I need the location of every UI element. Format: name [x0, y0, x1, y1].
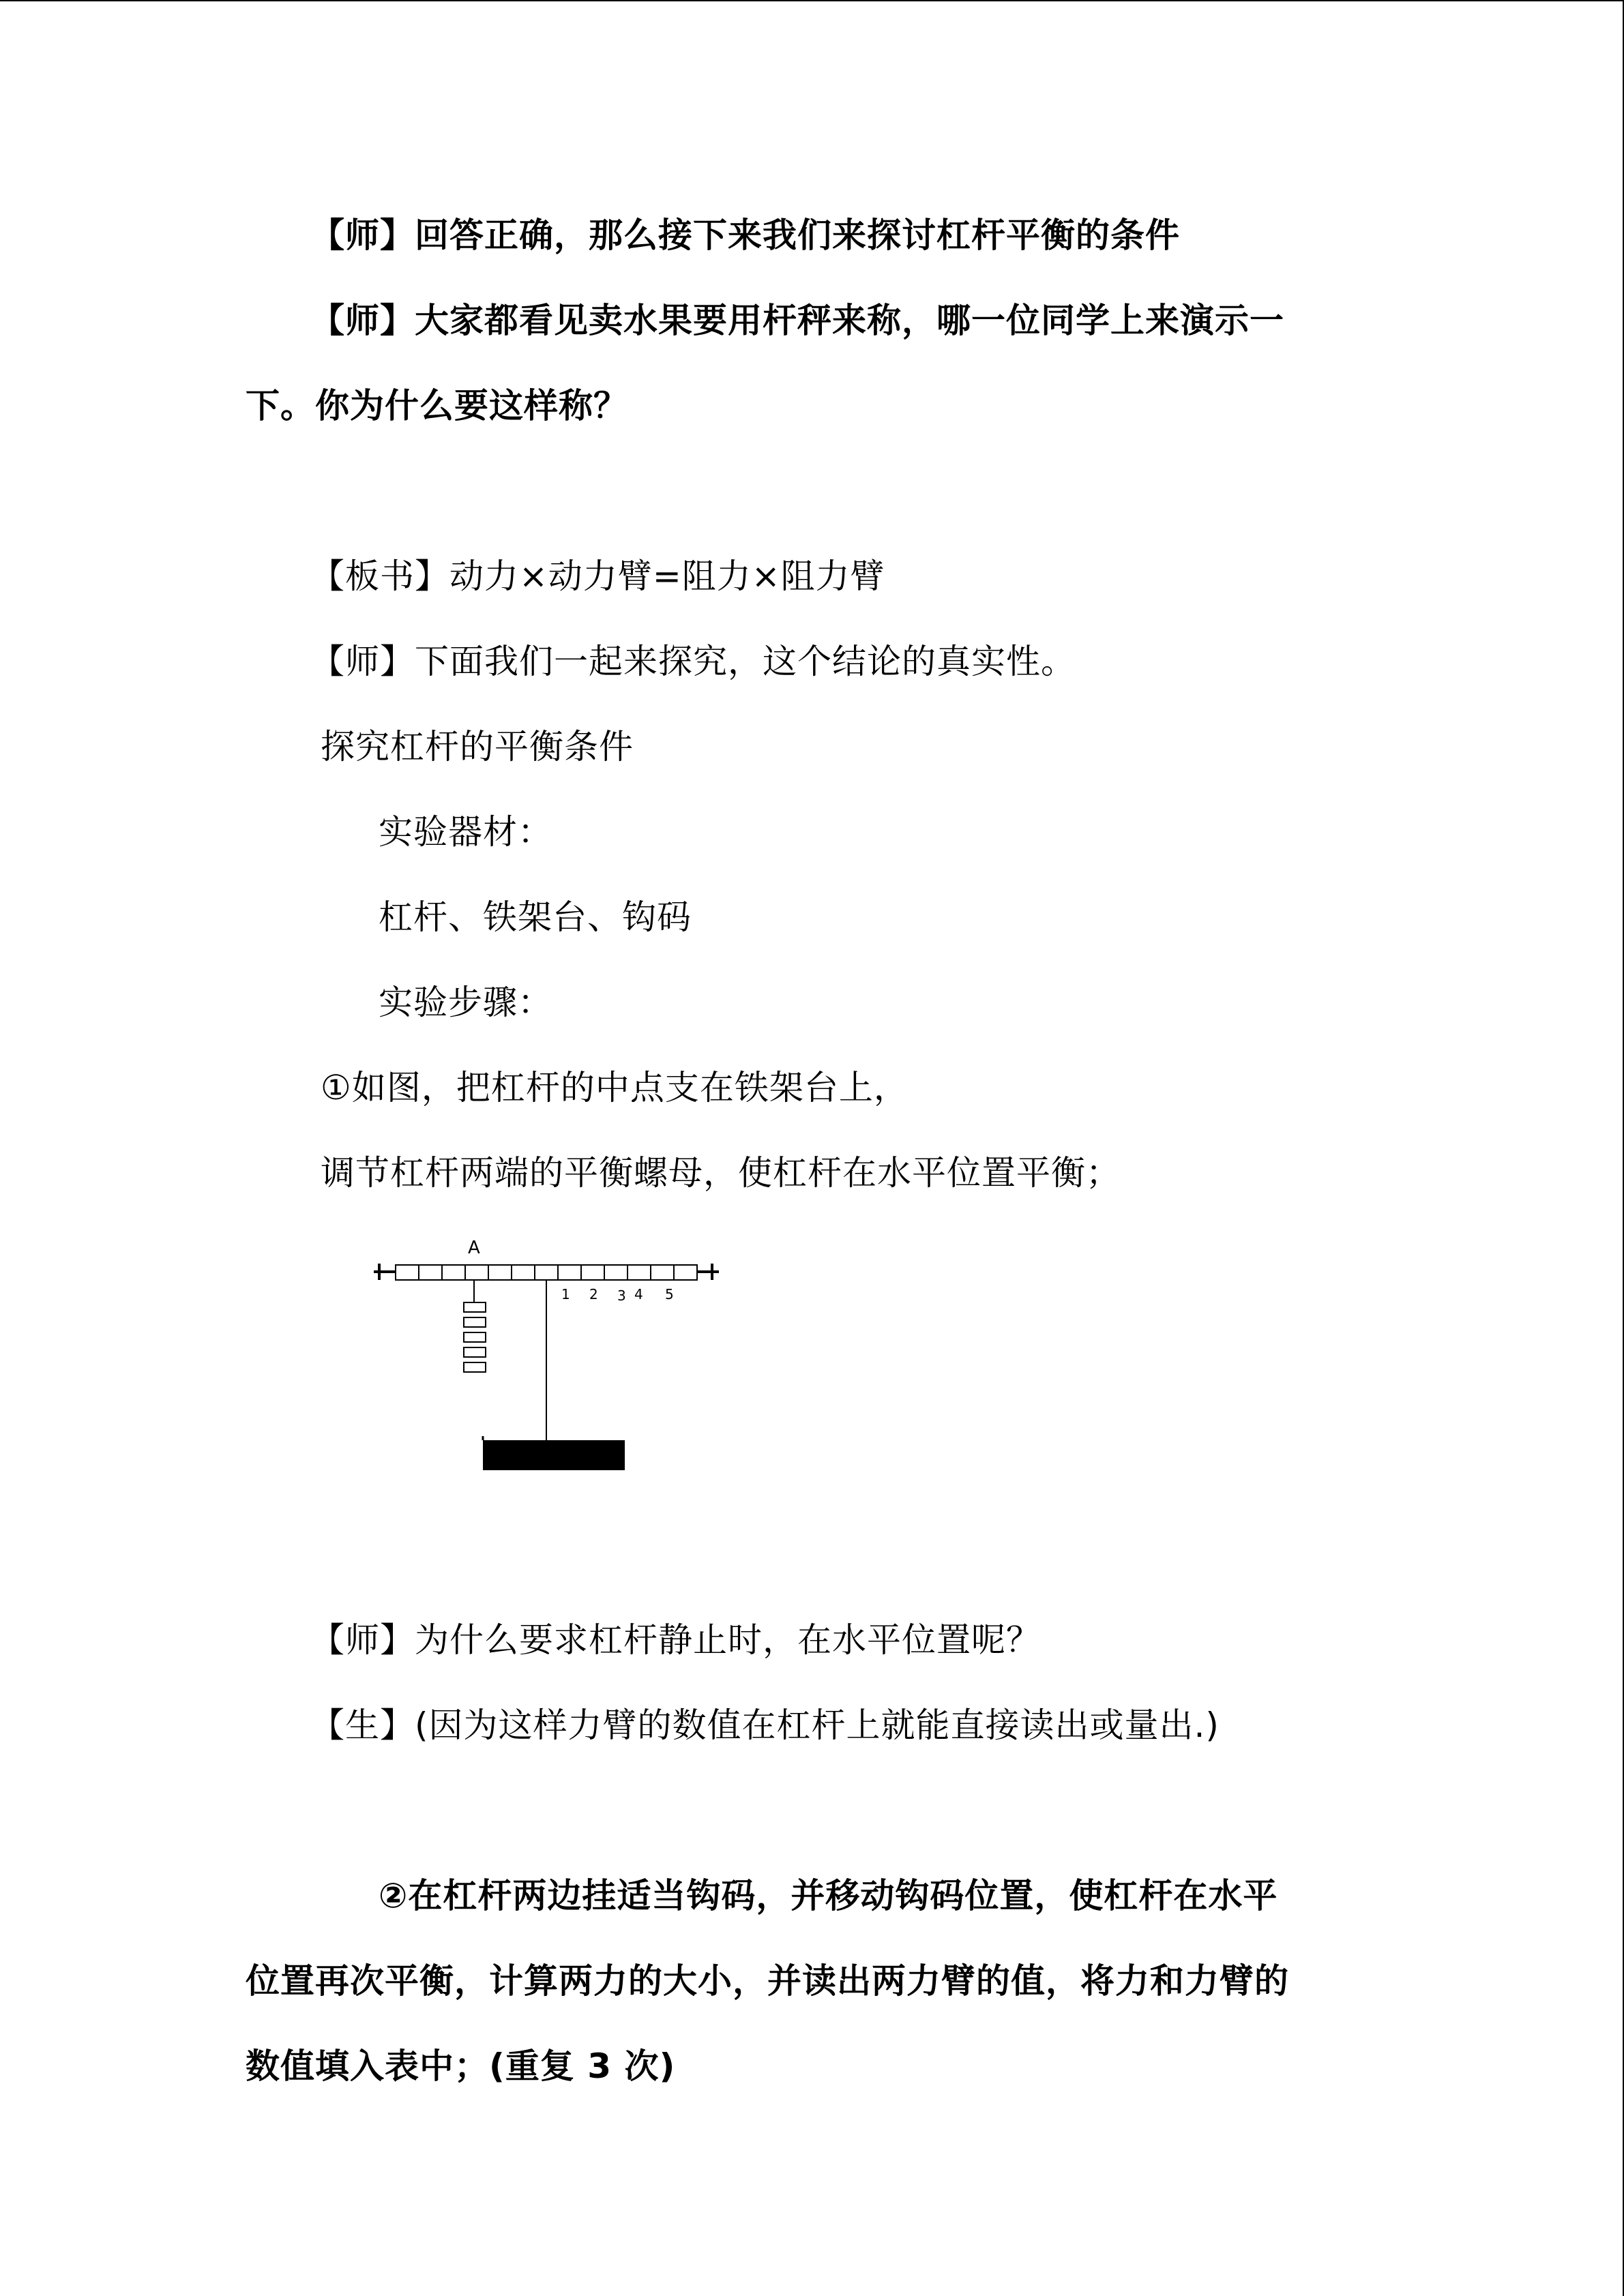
- step-2-cont: 位置再次平衡，计算两力的大小，并读出两力臂的值，将力和力臂的: [246, 1961, 1289, 2001]
- scale-label-1: 1: [561, 1286, 570, 1302]
- materials-list: 杠杆、铁架台、钩码: [379, 897, 692, 937]
- step-1-cont: 调节杠杆两端的平衡螺母，使杠杆在水平位置平衡；: [321, 1153, 1121, 1193]
- step-2: ②在杠杆两边挂适当钩码，并移动钩码位置，使杠杆在水平: [379, 1876, 1278, 1915]
- step-2-end: 数值填入表中；(重复 3 次): [246, 2046, 676, 2086]
- teacher-question: 【师】为什么要求杠杆静止时，在水平位置呢？: [310, 1620, 1041, 1660]
- step-1: ①如图，把杠杆的中点支在铁架台上，: [321, 1068, 909, 1107]
- paragraph-1: 【师】回答正确，那么接下来我们来探讨杠杆平衡的条件: [310, 215, 1180, 255]
- scale-label-2: 2: [589, 1286, 598, 1302]
- page-border-top: [0, 0, 1624, 1]
- materials-label: 实验器材：: [379, 812, 552, 852]
- steps-label: 实验步骤：: [379, 983, 552, 1022]
- hook-weights: [464, 1302, 486, 1372]
- paragraph-4: 【师】下面我们一起来探究，这个结论的真实性。: [310, 642, 1076, 681]
- point-a-label: A: [468, 1238, 480, 1258]
- stand-base: [483, 1440, 625, 1470]
- section-heading: 探究杠杆的平衡条件: [321, 727, 634, 766]
- scale-label-4: 4: [634, 1286, 643, 1302]
- student-answer: 【生】(因为这样力臂的数值在杠杆上就能直接读出或量出.): [310, 1705, 1220, 1745]
- paragraph-3: 下。你为什么要这样称？: [246, 386, 628, 426]
- scale-label-5: 5: [665, 1286, 674, 1302]
- paragraph-2: 【师】大家都看见卖水果要用杆秤来称，哪一位同学上来演示一: [310, 301, 1284, 340]
- lever-divisions: [419, 1265, 674, 1280]
- board-note: 【板书】动力×动力臂=阻力×阻力臂: [310, 556, 885, 596]
- lever-diagram: [361, 1227, 743, 1480]
- scale-label-3: 3: [617, 1287, 626, 1304]
- lever-bar: [396, 1265, 697, 1280]
